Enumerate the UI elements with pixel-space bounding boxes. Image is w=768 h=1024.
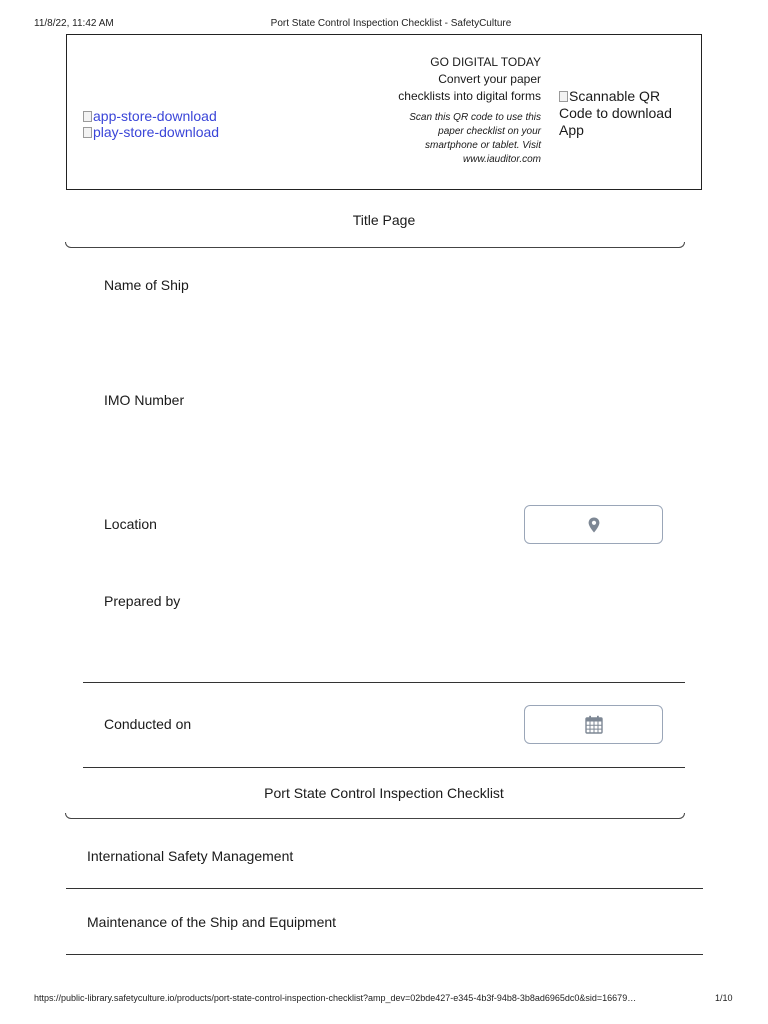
play-store-download-alt: play-store-download (93, 124, 220, 140)
section-divider (65, 813, 685, 819)
qr-code-image (559, 88, 689, 139)
play-store-download-link[interactable] (83, 124, 219, 140)
section-divider (83, 767, 685, 768)
date-picker-button[interactable] (524, 705, 663, 744)
store-download-links (83, 108, 219, 140)
prepared-by-label: Prepared by (104, 593, 181, 609)
section-divider (65, 242, 685, 248)
broken-image-icon (83, 127, 92, 138)
print-page-indicator: 1/10 (715, 993, 733, 1003)
location-picker-button[interactable] (524, 505, 663, 544)
item-divider (66, 954, 703, 955)
go-digital-banner (66, 34, 702, 190)
scan-line-2: paper checklist on your (438, 126, 541, 137)
scan-line-1: Scan this QR code to use this (409, 112, 541, 123)
app-store-download-link[interactable] (83, 108, 219, 124)
map-pin-icon (588, 517, 600, 533)
imo-number-label: IMO Number (104, 392, 185, 408)
title-page-heading: Title Page (352, 212, 416, 228)
broken-image-icon (83, 111, 92, 122)
conducted-on-label: Conducted on (104, 716, 192, 732)
scan-line-4: www.iauditor.com (463, 154, 541, 165)
broken-image-icon (559, 91, 568, 102)
print-page-title: Port State Control Inspection Checklist - SafetyCulture (270, 18, 512, 29)
checklist-heading: Port State Control Inspection Checklist (264, 785, 504, 801)
name-of-ship-label: Name of Ship (104, 277, 189, 293)
print-url: https://public-library.safetyculture.io/products/port-state-control-inspection-checklist?amp_dev=02bde427-e345-4b3f-94b8-3b8ad6965dc0&sid=16679… (34, 993, 637, 1003)
checklist-section-item: International Safety Management (87, 848, 294, 864)
convert-line-1: Convert your paper (438, 72, 541, 86)
scan-line-3: smartphone or tablet. Visit (425, 140, 541, 151)
convert-line-2: checklists into digital forms (398, 89, 541, 103)
location-label: Location (104, 516, 157, 532)
go-digital-heading: GO DIGITAL TODAY (430, 55, 541, 69)
app-store-download-alt: app-store-download (93, 108, 217, 124)
signature-line (83, 682, 685, 683)
print-datetime: 11/8/22, 11:42 AM (34, 18, 114, 29)
scan-instructions (398, 111, 541, 167)
checklist-section-item: Maintenance of the Ship and Equipment (87, 914, 337, 930)
qr-code-alt: Scannable QR Code to download App (559, 88, 672, 138)
go-digital-text (398, 54, 541, 167)
item-divider (66, 888, 703, 889)
calendar-icon (585, 715, 603, 734)
